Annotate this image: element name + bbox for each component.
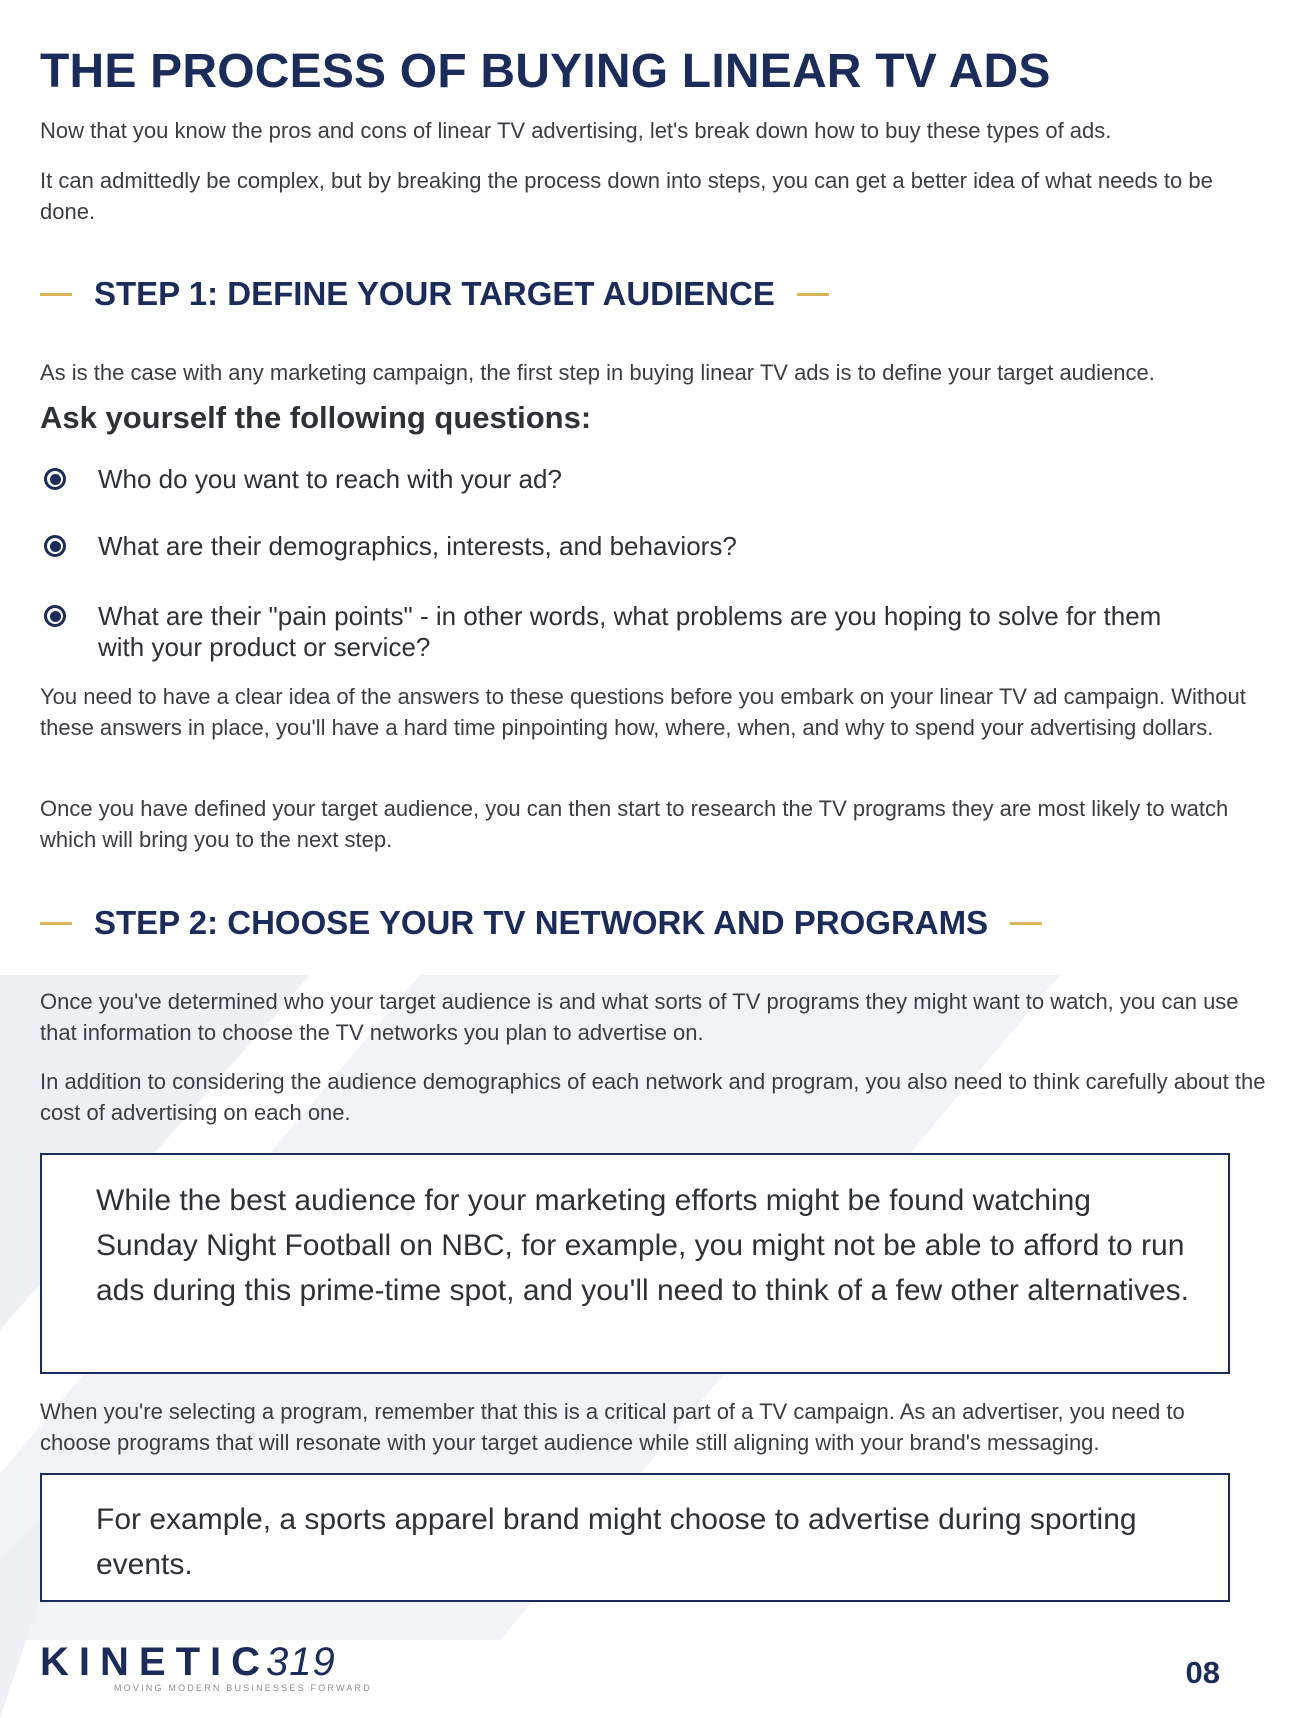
intro-paragraph-1: Now that you know the pros and cons of linear TV advertising, let's break down how to buy these types of ads. [40,118,1112,143]
heading-dash-left [40,293,72,296]
question-item [44,601,1204,663]
step-1-heading [40,274,829,314]
step-2-title: STEP 2: CHOOSE YOUR TV NETWORK AND PROGRAMS [94,904,989,941]
step-2-paragraph-1: Once you've determined who your target audience is and what sorts of TV programs they might want to watch, you can use that information to choose the TV networks you plan to advertise on. [40,989,1239,1045]
step-1-title: STEP 1: DEFINE YOUR TARGET AUDIENCE [94,275,775,312]
logo-tagline: MOVING MODERN BUSINESSES FORWARD [114,1683,372,1693]
intro-paragraph-2: It can admittedly be complex, but by breaking the process down into steps, you can get a better idea of what needs to be done. [40,168,1213,224]
question-text: Who do you want to reach with your ad? [98,464,562,494]
radio-bullet-icon [44,605,66,627]
page-number: 08 [1185,1655,1220,1690]
step-1-intro: As is the case with any marketing campaign, the first step in buying linear TV ads is to define your target audience. [40,360,1155,385]
radio-bullet-icon [44,468,66,490]
step-1-paragraph-2: Once you have defined your target audience, you can then start to research the TV programs they are most likely to watch which will bring you to the next step. [40,796,1229,852]
logo-number: 319 [266,1640,336,1684]
question-text: What are their "pain points" - in other words, what problems are you hoping to solve for them with your product or service? [98,601,1162,662]
question-text: What are their demographics, interests, and behaviors? [98,531,737,561]
heading-dash-right [797,293,829,296]
callout-text: For example, a sports apparel brand might choose to advertise during sporting events. [96,1503,1137,1581]
callout-text: While the best audience for your marketing efforts might be found watching Sunday Night Football on NBC, for example, you might not be able to afford to run ads during this prime-time spot, and you'll need to think of a few other alternatives. [96,1184,1189,1307]
step-2-paragraph-3: When you're selecting a program, remember that this is a critical part of a TV campaign. As an advertiser, you need to choose programs that will resonate with your target audience while still aligning with your brand's messaging. [40,1399,1185,1455]
step-2-heading [40,903,1042,943]
radio-bullet-icon [44,535,66,557]
logo-wordmark: KINETIC [40,1640,270,1684]
page-title: THE PROCESS OF BUYING LINEAR TV ADS [40,45,1051,98]
heading-dash-right [1010,922,1042,925]
question-item [44,531,1224,562]
callout-box [40,1473,1230,1602]
callout-box [40,1153,1230,1374]
question-item [44,464,1224,495]
heading-dash-left [40,922,72,925]
brand-logo [40,1640,372,1693]
step-1-paragraph-1: You need to have a clear idea of the answers to these questions before you embark on your linear TV ad campaign. Without these answers in place, you'll have a hard time pinpointing how, where, when, and why to spend your advertising dollars. [40,684,1246,740]
step-2-paragraph-2: In addition to considering the audience demographics of each network and program, you also need to think carefully about the cost of advertising on each one. [40,1069,1266,1125]
questions-heading: Ask yourself the following questions: [40,400,592,435]
